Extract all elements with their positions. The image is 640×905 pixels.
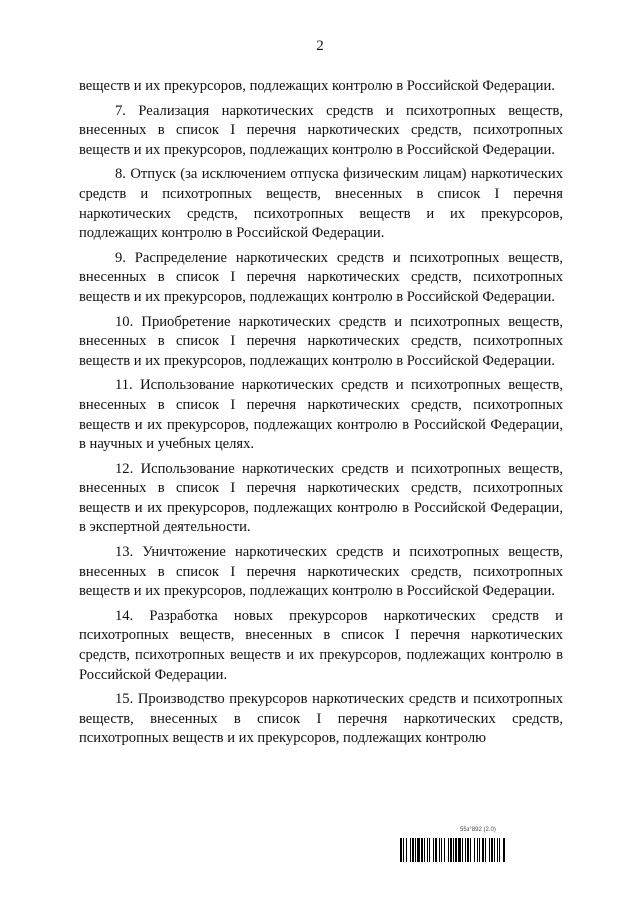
paragraph-item-13: 13. Уничтожение наркотических средств и психотропных веществ, внесенных в список I перечня наркотических средств, психотропных веществ и их прекурсоров, подлежащих контролю в Российской Федерации. xyxy=(79,544,563,600)
page-number: 2 xyxy=(316,38,324,54)
paragraph-item-12: 12. Использование наркотических средств и психотропных веществ, внесенных в список I перечня наркотических средств, психотропных веществ и их прекурсоров, подлежащих контролю в Российской Федерации, в экспертной деятельности. xyxy=(79,460,563,536)
paragraph-continuation: веществ и их прекурсоров, подлежащих контролю в Российской Федерации. xyxy=(79,78,555,94)
paragraph-item-11: 11. Использование наркотических средств и психотропных веществ, внесенных в список I перечня наркотических средств, психотропных веществ и их прекурсоров, подлежащих контролю в Российской Федерации, в научных и учебных целях. xyxy=(79,377,563,453)
paragraph-item-10: 10. Приобретение наркотических средств и психотропных веществ, внесенных в список I перечня наркотических средств, психотропных веществ и их прекурсоров, подлежащих контролю в Российской Федерации. xyxy=(79,313,563,369)
paragraph-item-14: 14. Разработка новых прекурсоров наркотических средств и психотропных веществ, внесенных в список I перечня наркотических средств, психотропных веществ и их прекурсоров, подлежащих контролю в Российской Федерации. xyxy=(79,607,563,683)
paragraph-item-15: 15. Производство прекурсоров наркотических средств и психотропных веществ, внесенных в список I перечня наркотических средств, психотропных веществ и их прекурсоров, подлежащих контролю xyxy=(79,691,563,747)
paragraph-item-7: 7. Реализация наркотических средств и психотропных веществ, внесенных в список I перечня наркотических средств, психотропных веществ и их прекурсоров, подлежащих контролю в Российской Федерации. xyxy=(79,102,563,158)
document-code: 55з°892 (2.0) xyxy=(460,827,496,833)
barcode xyxy=(400,838,562,862)
paragraph-item-8: 8. Отпуск (за исключением отпуска физическим лицам) наркотических средств и психотропных веществ, внесенных в список I перечня наркотических средств, психотропных веществ и их прекурсоров, подлежащих контролю в Российской Федерации. xyxy=(79,166,563,242)
document-body xyxy=(79,77,563,754)
paragraph-item-9: 9. Распределение наркотических средств и психотропных веществ, внесенных в список I перечня наркотических средств, психотропных веществ и их прекурсоров, подлежащих контролю в Российской Федерации. xyxy=(79,249,563,305)
barcode-stripe xyxy=(505,838,506,862)
